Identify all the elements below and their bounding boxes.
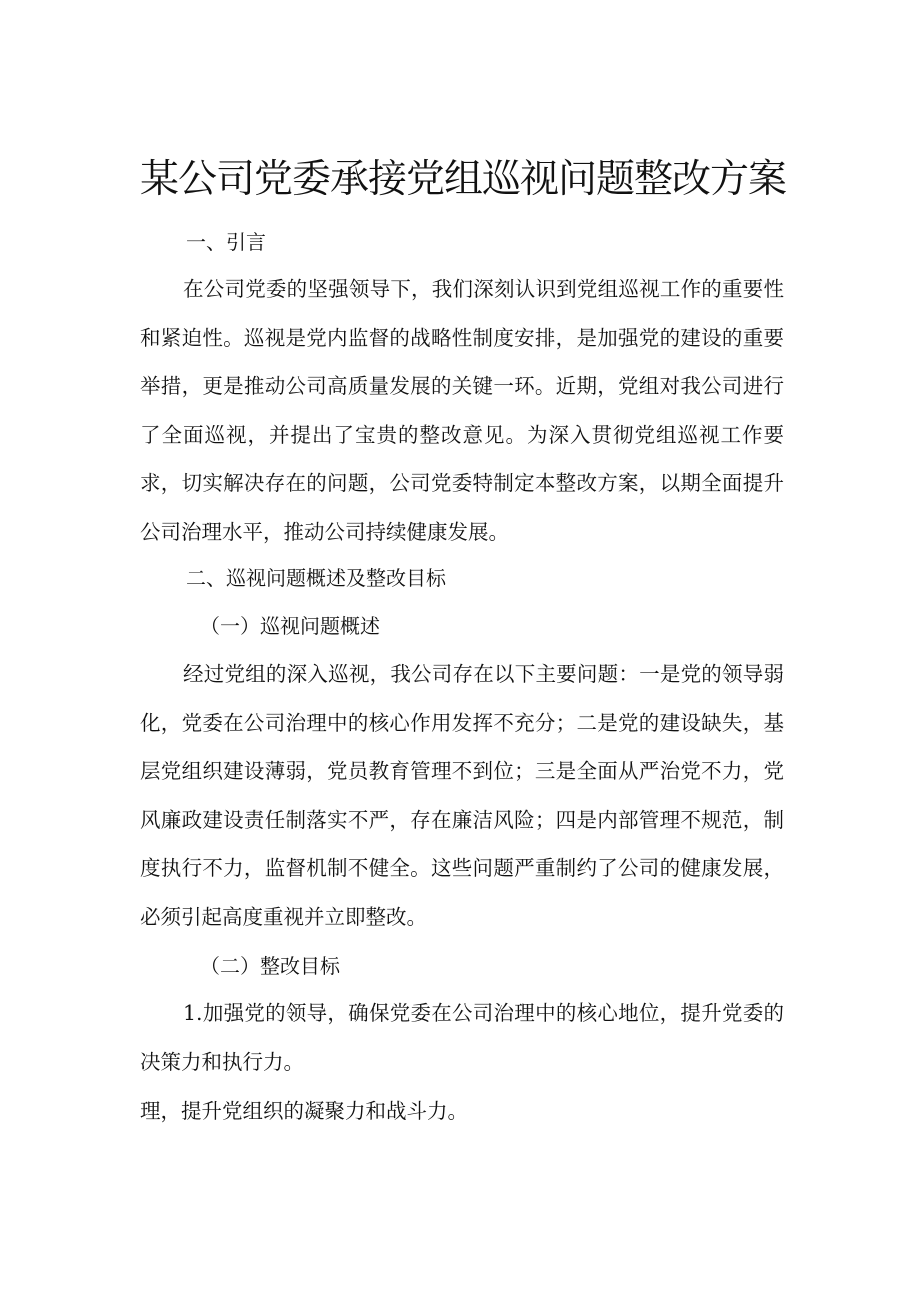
sub1-heading: （一）巡视问题概述	[200, 614, 380, 638]
intro-paragraph: 在公司党委的坚强领导下，我们深刻认识到党组巡视工作的重要性和紧迫性。巡视是党内监督的战略性制度安排，是加强党的建设的重要举措，更是推动公司高质量发展的关键一环。近期，党组对我公司进行了全面巡视，并提出了宝贵的整改意见。为深入贯彻党组巡视工作要求，切实解决存在的问题，公司党委特制定本整改方案，以期全面提升公司治理水平，推动公司持续健康发展。	[140, 277, 784, 544]
intro-heading: 一、引言	[186, 230, 266, 254]
fragment-line: 理，提升党组织的凝聚力和战斗力。	[140, 1099, 468, 1123]
sub2-heading: （二）整改目标	[200, 954, 340, 978]
section2-heading: 二、巡视问题概述及整改目标	[186, 566, 446, 590]
goal1-paragraph: 1.加强党的领导，确保党委在公司治理中的核心地位，提升党委的决策力和执行力。	[140, 1001, 784, 1074]
problems-paragraph: 经过党组的深入巡视，我公司存在以下主要问题：一是党的领导弱化，党委在公司治理中的核心作用发挥不充分；二是党的建设缺失，基层党组织建设薄弱，党员教育管理不到位；三是全面从严治党不力，党风廉政建设责任制落实不严，存在廉洁风险；四是内部管理不规范，制度执行不力，监督机制不健全。这些问题严重制约了公司的健康发展，必须引起高度重视并立即整改。	[140, 662, 784, 929]
document-title: 某公司党委承接党组巡视问题整改方案	[140, 157, 787, 202]
